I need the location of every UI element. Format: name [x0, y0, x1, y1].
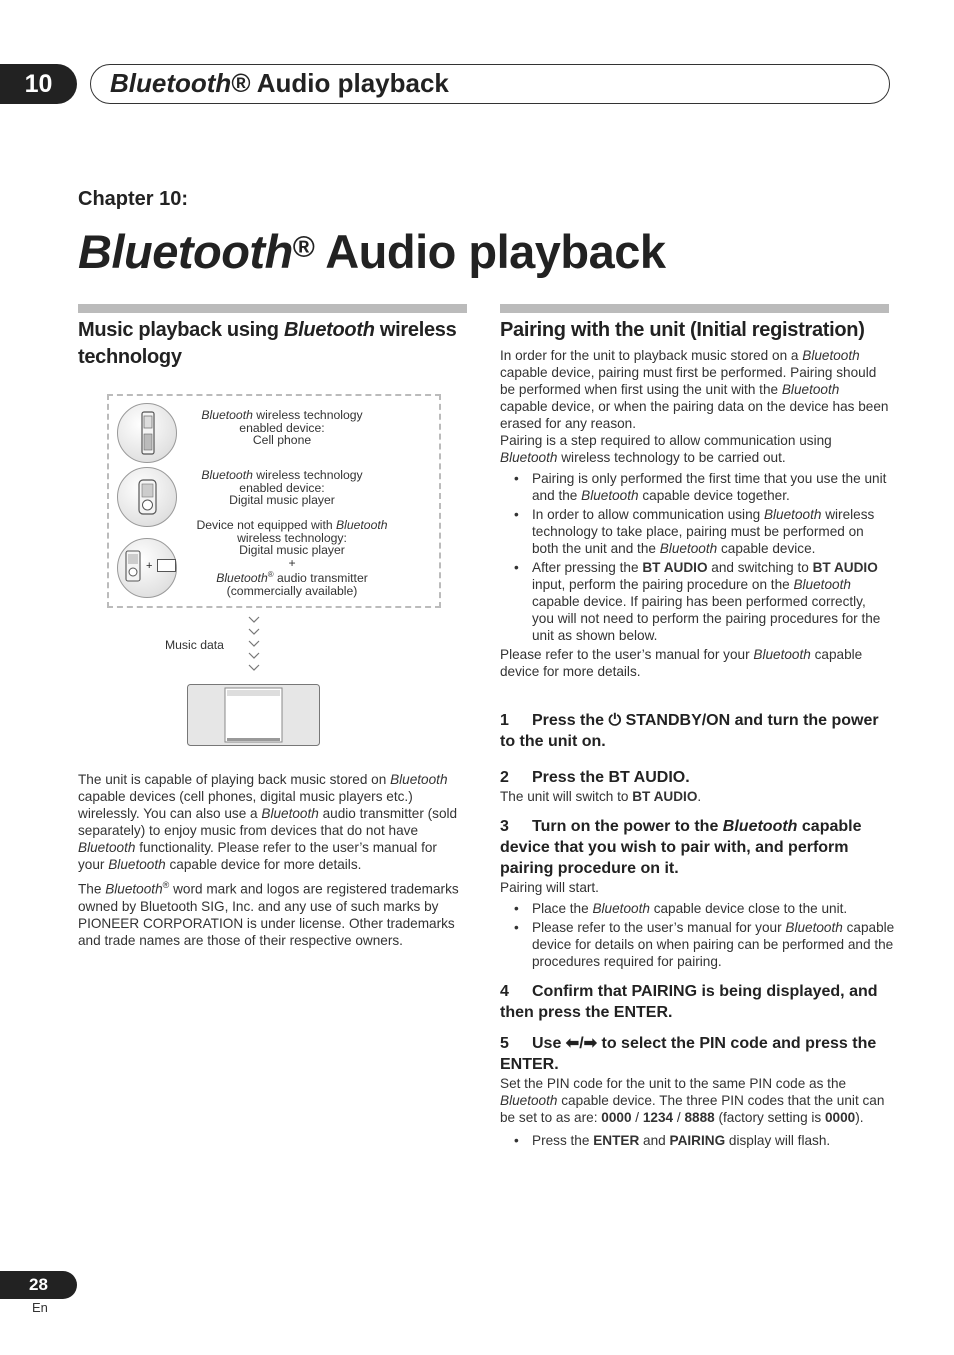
- left-paragraph-1: The unit is capable of playing back music stored on Bluetooth capable devices (cell phones, digital music players etc.) wirelessly. You can also use a Bluetooth audio transmitter (sold separately) to enjoy music from devices that do not have Bluetooth functionality. Please refer to the user’s manual for your Bluetooth capable device for more details.: [78, 772, 458, 872]
- step-3-list: [500, 900, 895, 970]
- step-5: 5 Use ⬅/➡ to select the PIN code and press the ENTER. Set the PIN code for the unit to the same PIN code as the Bluetooth capable device. The three PIN codes that the unit can be set to as are: 0000 / 1234 / 8888 (factory setting is 0000). • Press the ENTER and PAIRING display will flash.: [500, 1033, 895, 1151]
- power-icon: ⏻: [608, 712, 622, 729]
- header-title: Bluetooth® Audio playback: [110, 68, 449, 98]
- list-item: • After pressing the BT AUDIO and switching to BT AUDIO input, perform the pairing procedure on the Bluetooth capable device. If pairing has been performed correctly, you will not need to perform the pairing procedures for the unit as shown below.: [500, 559, 889, 644]
- plus-sign: +: [146, 560, 153, 572]
- device-caption-cell-phone: Bluetooth wireless technology enabled device: Cell phone: [201, 408, 363, 447]
- left-section-heading: Music playback using Bluetooth wireless technology: [78, 319, 457, 368]
- section-rule-left: [78, 304, 467, 313]
- right-section-heading: Pairing with the unit (Initial registration): [500, 319, 865, 341]
- step-1: 1 Press the ⏻ STANDBY/ON and turn the power to the unit on.: [500, 712, 879, 750]
- chapter-label: Chapter 10:: [78, 188, 189, 210]
- step-5-list: [500, 1132, 895, 1149]
- pairing-notes-list: [500, 470, 889, 644]
- list-item: • Please refer to the user’s manual for your Bluetooth capable device for details on when pairing can be performed and the procedures required for pairing.: [500, 919, 895, 970]
- device-caption-music-player: Bluetooth wireless technology enabled device: Digital music player: [201, 468, 363, 507]
- language-label: En: [32, 1300, 48, 1315]
- list-item: • Place the Bluetooth capable device close to the unit.: [500, 900, 895, 917]
- left-paragraph-2: The Bluetooth® word mark and logos are registered trademarks owned by Bluetooth SIG, Inc. and any use of such marks by PIONEER CORPORATION is under license. Other trademarks and trade names are those of their respective owners.: [78, 880, 459, 948]
- step-2: 2 Press the BT AUDIO. The unit will switch to BT AUDIO.: [500, 769, 702, 804]
- list-item: • In order to allow communication using Bluetooth wireless technology to take place, pairing must be performed on both the unit and the Bluetooth capable device.: [500, 506, 889, 557]
- section-rule-right: [500, 304, 889, 313]
- cell-phone-icon: [117, 403, 177, 463]
- page-title: Bluetooth® Audio playback: [78, 225, 666, 278]
- left-right-arrow-icon: ⬅/➡: [565, 1035, 598, 1052]
- list-item: • Pairing is only performed the first time that you use the unit and the Bluetooth capable device together.: [500, 470, 889, 504]
- page-number: 28: [0, 1271, 77, 1299]
- step-3: 3 Turn on the power to the Bluetooth capable device that you wish to pair with, and perform pairing procedure on it. Pairing will start. • Place the Bluetooth capable device close to the unit. • Please refer to the user’s manual for your Bluetooth capable device for details on when pairing can be performed and the procedures required for pairing.: [500, 816, 895, 972]
- music-player-icon: [117, 467, 177, 527]
- music-data-label: Music data: [165, 638, 224, 652]
- audio-transmitter-icon: [157, 559, 176, 572]
- stereo-unit-illustration: [187, 684, 320, 746]
- device-caption-transmitter: Device not equipped with Bluetooth wireless technology: Digital music player + Bluetooth® audio transmitter (commercially available): [196, 518, 388, 598]
- step-4: 4 Confirm that PAIRING is being displayed, and then press the ENTER.: [500, 983, 878, 1021]
- list-item: • Press the ENTER and PAIRING display will flash.: [500, 1132, 895, 1149]
- pairing-intro: In order for the unit to playback music stored on a Bluetooth capable device, pairing must first be performed. Pairing should be performed when first using the unit with the Bluetooth capable device, or when the pairing data on the device has been erased for any reason. Pairing is a step required to allow communication using Bluetooth wireless technology to be carried out. • Pairing is only performed the first time that you use the unit and the Bluetooth capable device together. • In order to allow communication using Bluetooth wireless technology to take place, pairing must be performed on both the unit and the Bluetooth capable device. • After pressing the BT AUDIO and switching to BT AUDIO input, perform the pairing procedure on the Bluetooth capable device. If pairing has been performed correctly, you will not need to perform the pairing procedures for the unit as shown below. Please refer to the user’s manual for your Bluetooth capable device for more details.: [500, 347, 889, 680]
- chapter-number-badge: 10: [0, 64, 77, 104]
